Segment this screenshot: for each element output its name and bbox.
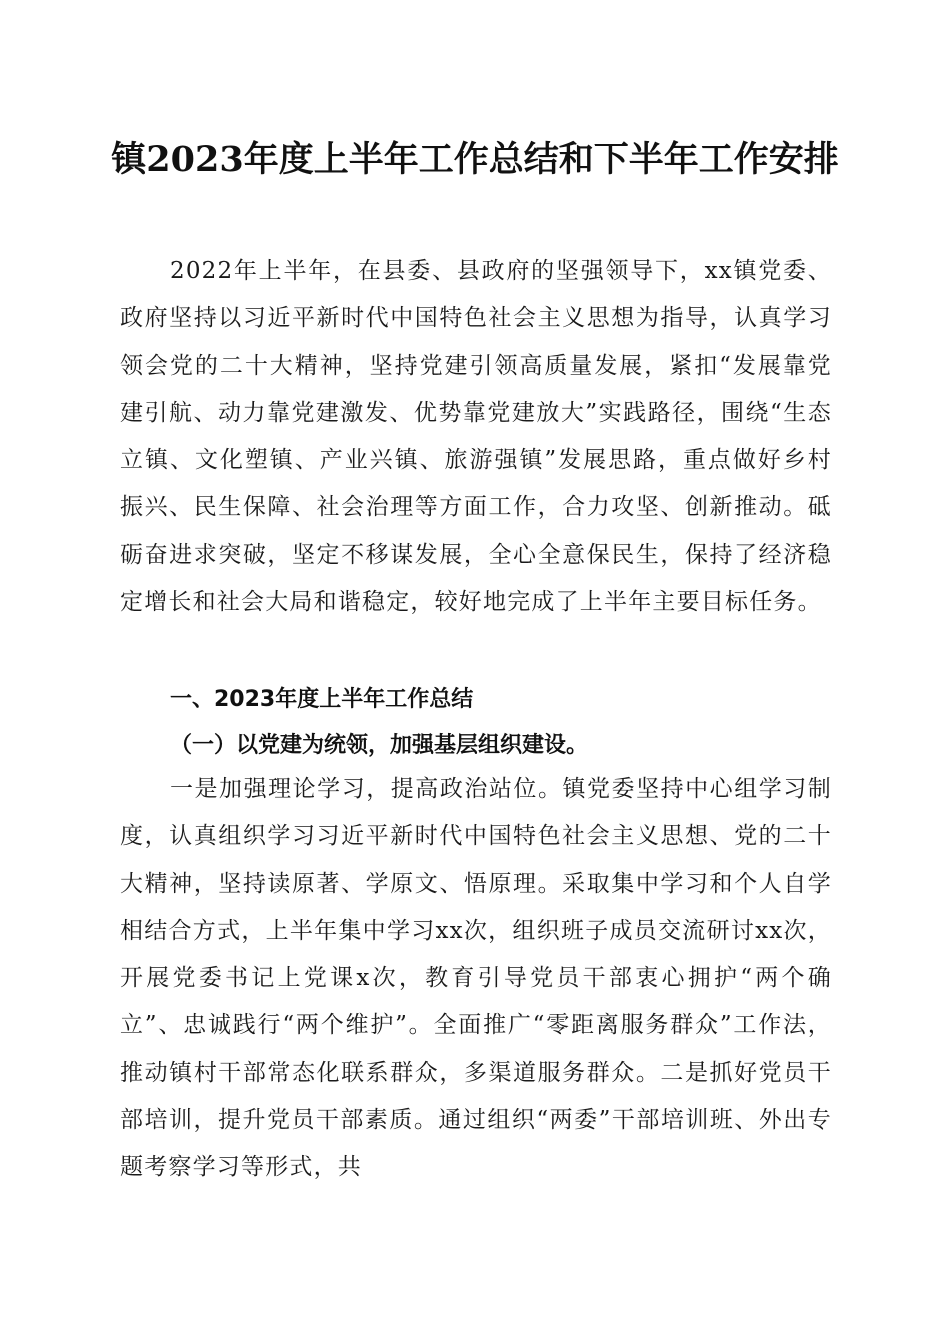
section-heading-summary: 一、2023年度上半年工作总结 xyxy=(170,687,474,712)
subsection-heading-party-building: （一）以党建为统领，加强基层组织建设。 xyxy=(170,732,589,758)
party-building-paragraph: 一是加强理论学习，提高政治站位。镇党委坚持中心组学习制度，认真组织学习习近平新时代中国特色社会主义思想、党的二十大精神，坚持读原著、学原文、悟原理。采取集中学习和个人自学相结合方式，上半年集中学习xx次，组织班子成员交流研讨xx次，开展党委书记上党课x次，教育引导党员干部衷心拥护“两个确立”、忠诚践行“两个维护”。全面推广“零距离服务群众”工作法，推动镇村干部常态化联系群众，多渠道服务群众。二是抓好党员干部培训，提升党员干部素质。通过组织“两委”干部培训班、外出专题考察学习等形式，共 xyxy=(120,776,832,1181)
document-title: 镇2023年度上半年工作总结和下半年工作安排 xyxy=(111,139,839,180)
intro-paragraph: 2022年上半年，在县委、县政府的坚强领导下，xx镇党委、政府坚持以习近平新时代中国特色社会主义思想为指导，认真学习领会党的二十大精神，坚持党建引领高质量发展，紧扣“发展靠党建引航、动力靠党建激发、优势靠党建放大”实践路径，围绕“生态立镇、文化塑镇、产业兴镇、旅游强镇”发展思路，重点做好乡村振兴、民生保障、社会治理等方面工作，合力攻坚、创新推动。砥砺奋进求突破，坚定不移谋发展，全心全意保民生，保持了经济稳定增长和社会大局和谐稳定，较好地完成了上半年主要目标任务。 xyxy=(120,258,832,616)
